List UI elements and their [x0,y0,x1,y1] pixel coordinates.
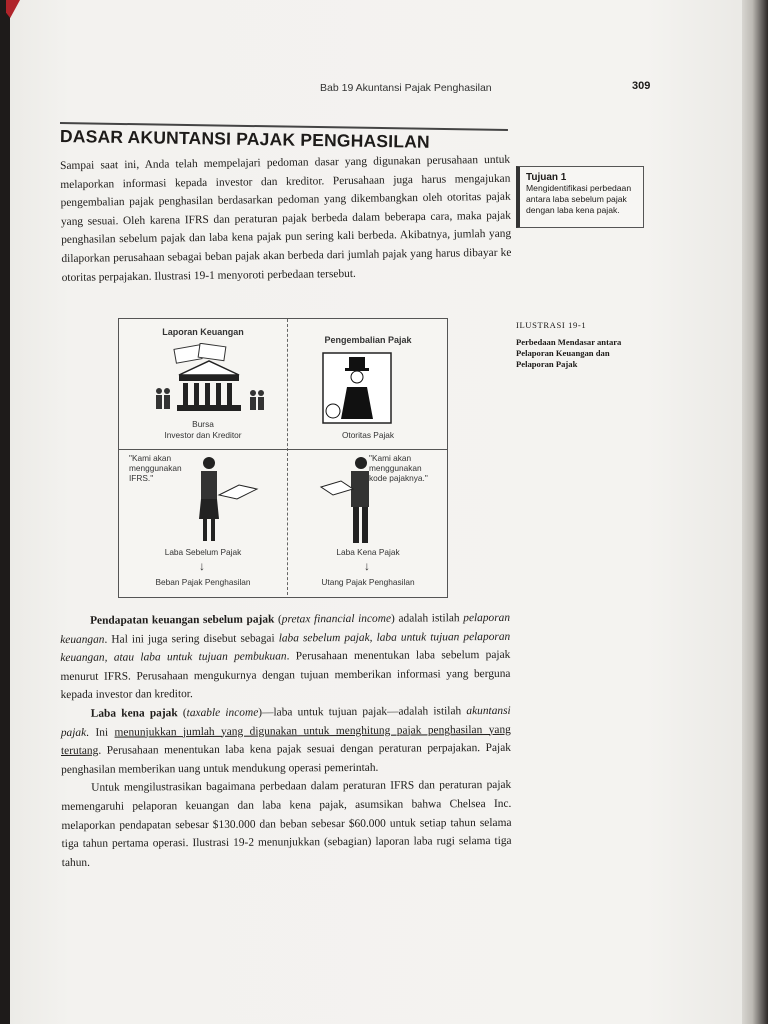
taxable-paragraph: Laba kena pajak (taxable income)—laba untuk tujuan pajak—adalah istilah akuntansi pajak. Ini menunjukkan jumlah yang digunakan untuk menghitung pajak penghasilan yang terutang. Perusahaan menentukan laba kena pajak sesuai dengan peraturan perpajakan. Pajak penghasilan memberikan uang untuk mendukung operasi pemerintah. [60,704,512,776]
bursa-label: Bursa [192,419,214,429]
learning-objective-box [516,166,644,228]
financial-statement-heading: Laporan Keuangan [162,327,244,337]
intro-text: Sampai saat ini, Anda telah mempelajari pedoman dasar yang digunakan perusahaan untuk melaporkan informasi kepada investor dan kreditor. Perusahaan juga harus mengajukan pengembalian pajak penghasilan berdasarkan pedoman yang dikembangkan oleh otoritas pajak yang sesuai. Oleh karena IFRS dan peraturan pajak berbeda dalam beberapa cara, maka pajak penghasilan sebelum pajak dan laba kena pajak pun sering kali berbeda. Akibatnya, jumlah yang dilaporkan perusahaan sebagai beban pajak akan berbeda dari jumlah pajak yang harus dibayar ke otoritas perpajakan. Ilustrasi 19-1 menyoroti perbedaan tersebut. [60,153,512,284]
page-number: 309 [632,80,651,92]
illustration-label: ILUSTRASI 19-1 [516,320,587,330]
text-run: . Perusahaan menentukan laba kena pajak sesuai dengan peraturan perpajakan. Pajak penghasilan memberikan uang untuk mendukung operasi pemerintah. [61,742,512,776]
pretax-paragraph: Pendapatan keuangan sebelum pajak (pretax financial income) adalah istilah pelaporan keuangan. Hal ini juga sering disebut sebagai laba sebelum pajak, laba untuk tujuan pelaporan keuangan, atau laba untuk tujuan pembukuan. Perusahaan menentukan laba sebelum pajak menurut IFRS. Perusahaan mengukurnya dengan tujuan memberikan informasi yang berguna kepada investor dan kreditor. [60,611,511,702]
accountant-woman-icon [191,455,261,547]
illustration-title: Perbedaan Mendasar antara Pelaporan Keuangan dan Pelaporan Pajak [516,337,622,369]
text-run: . Ini [86,726,115,739]
taxable-income-label: Laba Kena Pajak [336,547,400,557]
objective-heading: Tujuan 1 [526,172,567,183]
arrow-down-icon: ↓ [199,559,205,573]
investor-creditor-label: Investor dan Kreditor [164,430,242,440]
definitions-section [60,609,512,872]
tax-return-heading: Pengembalian Pajak [324,335,412,345]
text-run: . Hal ini juga sering disebut sebagai [104,632,279,646]
section-title: DASAR AKUNTANSI PAJAK PENGHASILAN [59,126,431,152]
text-run: laba sebelum pajak, laba untuk tujuan pelaporan keuangan, atau laba untuk tujuan pembukuan [60,630,511,665]
arrow-down-icon: ↓ [364,559,370,573]
tax-payable-label: Utang Pajak Penghasilan [321,577,415,587]
book-page [10,0,758,1024]
tax-authority-label: Otoritas Pajak [341,430,395,440]
underlined-text: menunjukkan jumlah yang digunakan untuk menghitung pajak penghasilan yang terutang [60,723,511,758]
text-run: )—laba untuk tujuan pajak—adalah istilah [258,705,467,719]
text-run: ) adalah istilah [390,612,464,625]
figure-divider-vertical [287,319,288,595]
taxable-term: Laba kena pajak [90,707,178,720]
running-head: Bab 19 Akuntansi Pajak Penghasilan [320,82,492,94]
tax-expense-label: Beban Pajak Penghasilan [155,577,251,587]
example-paragraph: Untuk mengilustrasikan bagaimana perbedaan dalam peraturan IFRS dan peraturan pajak memengaruhi pelaporan keuangan dan laba kena pajak, asumsikan bahwa Chelsea Inc. melaporkan pendapatan sebesar $130.000 dan beban sebesar $60.000 untuk setiap tahun selama tiga tahun pertama operasi. Ilustrasi 19-2 menunjukkan (sebagian) laporan laba rugi selama tiga tahun. [61,779,512,869]
quote-ifrs: "Kami akan menggunakan IFRS." [129,453,182,483]
pretax-income-label: Laba Sebelum Pajak [164,547,242,557]
pretax-term: Pendapatan keuangan sebelum pajak [90,613,275,627]
intro-paragraph [60,151,512,287]
tax-authority-icon [317,351,397,425]
figure-divider-horizontal [119,449,447,450]
page-edge-left [0,0,10,1024]
text-run: pelaporan keuangan [60,611,511,646]
pretax-english: pretax financial income [281,612,392,626]
text-run: akuntansi pajak [60,704,511,739]
objective-text: Mengidentifikasi perbedaan antara laba sebelum pajak dengan laba kena pajak. [526,183,632,215]
quote-tax-code: "Kami akan menggunakan kode pajaknya." [369,453,428,483]
illustration-caption [516,320,646,370]
accountant-man-icon [319,455,389,547]
text-run: . Perusahaan menentukan laba sebelum pajak menurut IFRS. Perusahaan mengukurnya dengan tujuan memberikan informasi yang berguna kepada investor dan kreditor. [60,649,511,702]
illustration-figure [118,318,448,598]
taxable-english: taxable income [186,706,259,720]
page-edge-right [742,0,768,1024]
stock-exchange-icon [149,343,269,417]
